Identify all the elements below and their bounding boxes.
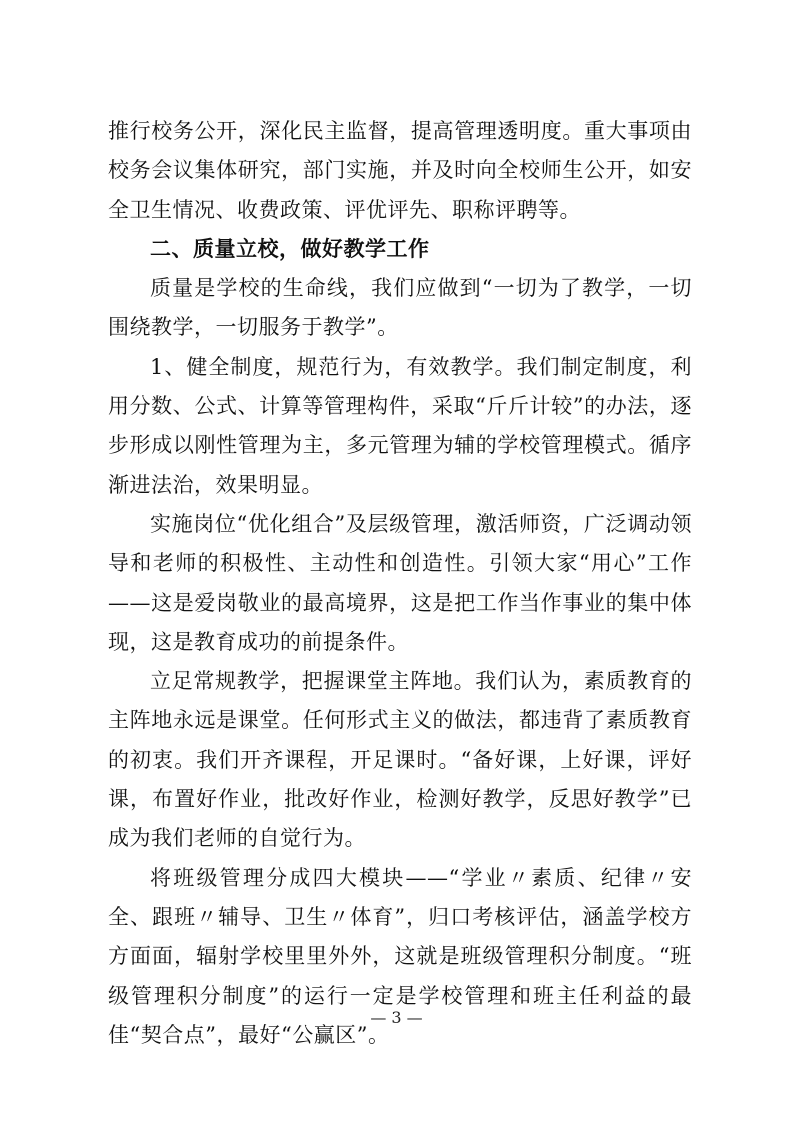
paragraph-system-rules: 1、健全制度，规范行为，有效教学。我们制定制度，利用分数、公式、计算等管理构件，采取“斤斤计较”的办法，逐步形成以刚性管理为主，多元管理为辅的学校管理模式。循序渐进法治，效果明显。 bbox=[108, 354, 692, 497]
paragraph-quality-lifeline: 质量是学校的生命线，我们应做到“一切为了教学，一切围绕教学，一切服务于教学”。 bbox=[108, 276, 692, 340]
paragraph-classroom-teaching: 立足常规教学，把握课堂主阵地。我们认为，素质教育的主阵地永远是课堂。任何形式主义的做法，都违背了素质教育的初衷。我们开齐课程，开足课时。“备好课，上好课，评好课，布置好作业，批改好作业，检测好教学，反思好教学”已成为我们老师的自觉行为。 bbox=[108, 669, 692, 851]
page-number: — 3 — bbox=[370, 1008, 423, 1027]
paragraph-continuation: 推行校务公开，深化民主监督，提高管理透明度。重大事项由校务会议集体研究，部门实施，并及时向全校师生公开，如安全卫生情况、收费政策、评优评先、职称评聘等。 bbox=[108, 119, 692, 222]
document-body bbox=[108, 112, 692, 1055]
section-heading: 二、质量立校，做好教学工作 bbox=[150, 236, 430, 261]
paragraph-post-optimization: 实施岗位“优化组合”及层级管理，激活师资，广泛调动领导和老师的积极性、主动性和创造性。引领大家“用心”工作——这是爱岗敬业的最高境界，这是把工作当作事业的集中体现，这是教育成功的前提条件。 bbox=[108, 511, 692, 654]
paragraph-class-management: 将班级管理分成四大模块——“学业〃素质、纪律〃安全、跟班〃辅导、卫生〃体育”，归口考核评估，涵盖学校方方面面，辐射学校里里外外，这就是班级管理积分制度。“班级管理积分制度”的运行一定是学校管理和班主任利益的最佳“契合点”，最好“公赢区”。 bbox=[108, 865, 692, 1047]
